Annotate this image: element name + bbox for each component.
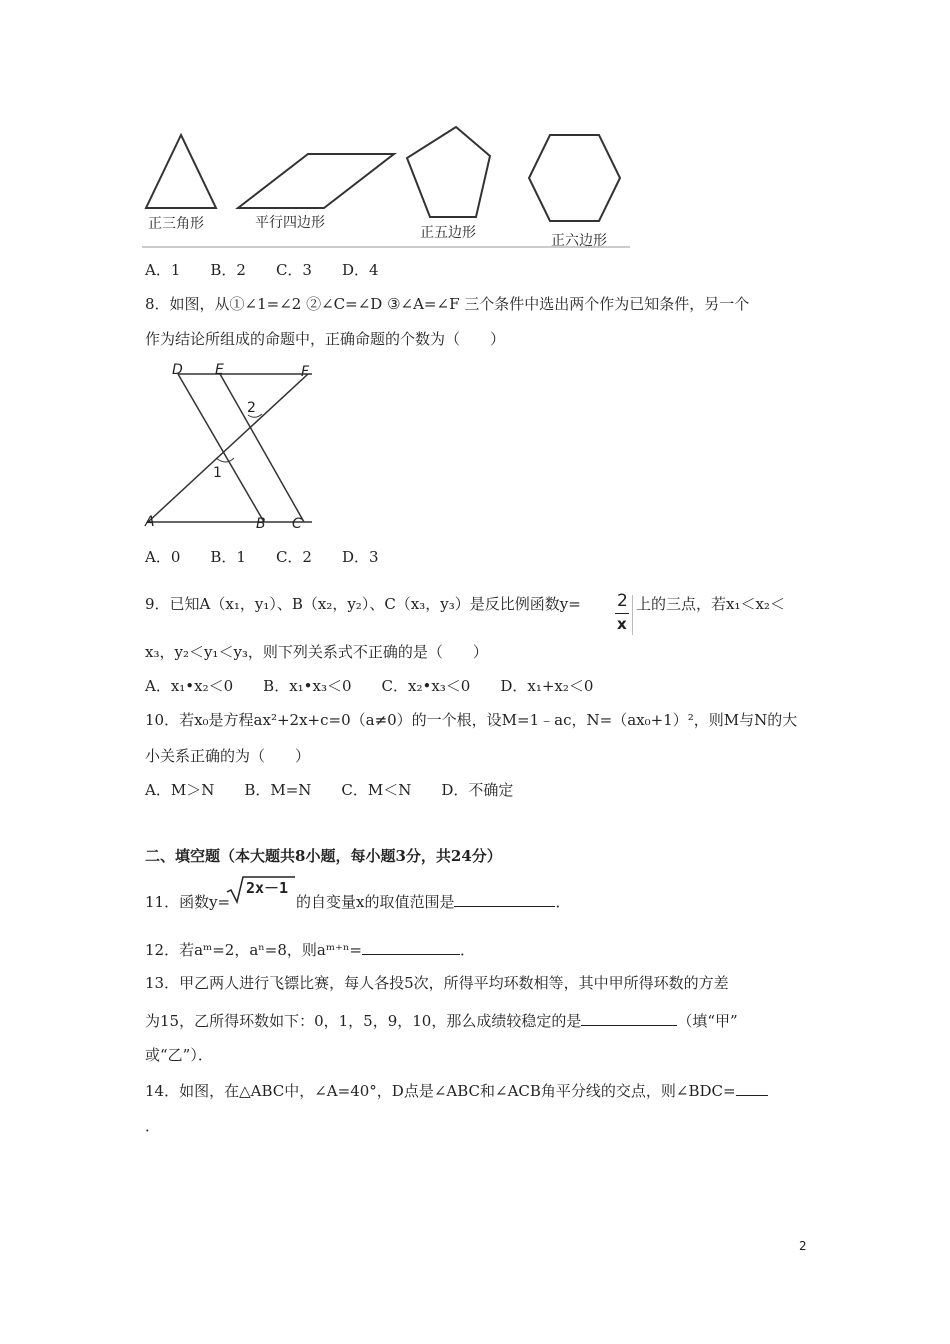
label-regular-hexagon: 正六边形	[551, 233, 607, 249]
q12-label: 12．若aᵐ=2，aⁿ=8，则aᵐ⁺ⁿ=	[145, 941, 363, 959]
q11-end: ．	[555, 893, 571, 911]
q10-text-line1: 10．若x₀是方程ax²+2x+c=0（a≠0）的一个根，设M=1﹣ac，N=（ax₀+1）²，则M与N的大	[145, 711, 798, 729]
point-label-F: F	[301, 364, 310, 380]
q12-end: ．	[460, 941, 476, 959]
line-DB	[178, 374, 264, 522]
q13-text-line1: 13．甲乙两人进行飞镖比赛，每人各投5次，所得平均环数相等，其中甲所得环数的方差	[145, 974, 729, 992]
q13-text-line2	[145, 1011, 738, 1031]
point-label-B: B	[256, 516, 266, 532]
q9-fraction	[613, 591, 633, 637]
label-parallelogram: 平行四边形	[255, 215, 325, 231]
q11-radicand: 2x－1	[246, 879, 289, 897]
point-label-C: C	[292, 516, 302, 532]
q9-fraction-numerator: 2	[617, 591, 628, 611]
q12-answer-blank[interactable]	[362, 940, 460, 955]
q7-options: A．1 B．2 C．3 D．4	[145, 261, 379, 279]
angle-label-1: 1	[213, 465, 222, 481]
line-AF	[148, 374, 308, 522]
q8-geometry-figure	[140, 362, 320, 534]
label-regular-pentagon: 正五边形	[420, 225, 476, 241]
q9-options: A．x₁•x₂＜0 B．x₁•x₃＜0 C．x₂•x₃＜0 D．x₁+x₂＜0	[145, 677, 594, 695]
q14-text-line1	[145, 1081, 768, 1101]
line-EC	[220, 374, 304, 522]
section2-heading: 二、填空题（本大题共8小题，每小题3分，共24分）	[145, 847, 502, 865]
q8-text-line2: 作为结论所组成的命题中，正确命题的个数为（ ）	[145, 330, 506, 348]
q11-text-pre: 11．函数y=	[145, 893, 231, 911]
q8-text-line1: 8．如图，从①∠1=∠2 ②∠C=∠D ③∠A=∠F 三个条件中选出两个作为已知条件，另一个	[145, 295, 750, 313]
q11-text-post	[296, 892, 570, 912]
q9-fraction-right-edge	[632, 595, 633, 635]
point-label-E: E	[215, 362, 224, 378]
angle-label-2: 2	[247, 400, 256, 416]
point-label-A: A	[145, 514, 155, 530]
q9-text-line1-pre: 9．已知A（x₁，y₁）、B（x₂，y₂）、C（x₃，y₃）是反比例函数y=	[145, 595, 581, 613]
parallelogram-shape	[238, 154, 394, 208]
q10-text-line2: 小关系正确的为（ ）	[145, 747, 311, 765]
regular-pentagon-shape	[407, 127, 490, 217]
q9-fraction-bar	[615, 613, 629, 614]
page-number: 2	[799, 1239, 807, 1253]
q11-sqrt-expression	[226, 874, 296, 906]
q14-answer-blank[interactable]	[736, 1081, 768, 1096]
q14-line1-text: 14．如图，在△ABC中，∠A=40°，D点是∠ABC和∠ACB角平分线的交点，则∠BDC=	[145, 1082, 736, 1100]
regular-hexagon-shape	[529, 135, 620, 221]
q11-post-label: 的自变量x的取值范围是	[296, 893, 455, 911]
q9-fraction-denominator: x	[617, 615, 627, 633]
q11-answer-blank[interactable]	[454, 892, 555, 907]
q13-text-line3: 或“乙”）．	[145, 1046, 213, 1064]
angle-1-arc	[216, 458, 234, 462]
label-equilateral-triangle: 正三角形	[148, 216, 204, 232]
q10-options: A．M＞N B．M=N C．M＜N D．不确定	[145, 781, 514, 799]
q13-answer-blank[interactable]	[581, 1011, 677, 1026]
q12-text	[145, 940, 475, 960]
q9-text-line2: x₃，y₂＜y₁＜y₃，则下列关系式不正确的是（ ）	[145, 643, 488, 661]
q13-line2-post: （填“甲”	[677, 1012, 738, 1030]
q14-text-line2: ．	[145, 1117, 161, 1135]
equilateral-triangle-shape	[146, 135, 216, 208]
point-label-D: D	[172, 362, 183, 378]
q13-line2-pre: 为15，乙所得环数如下：0，1，5，9，10，那么成绩较稳定的是	[145, 1012, 582, 1030]
q8-options: A．0 B．1 C．2 D．3	[145, 548, 379, 566]
q9-text-line1-post: 上的三点，若x₁＜x₂＜	[636, 595, 785, 613]
